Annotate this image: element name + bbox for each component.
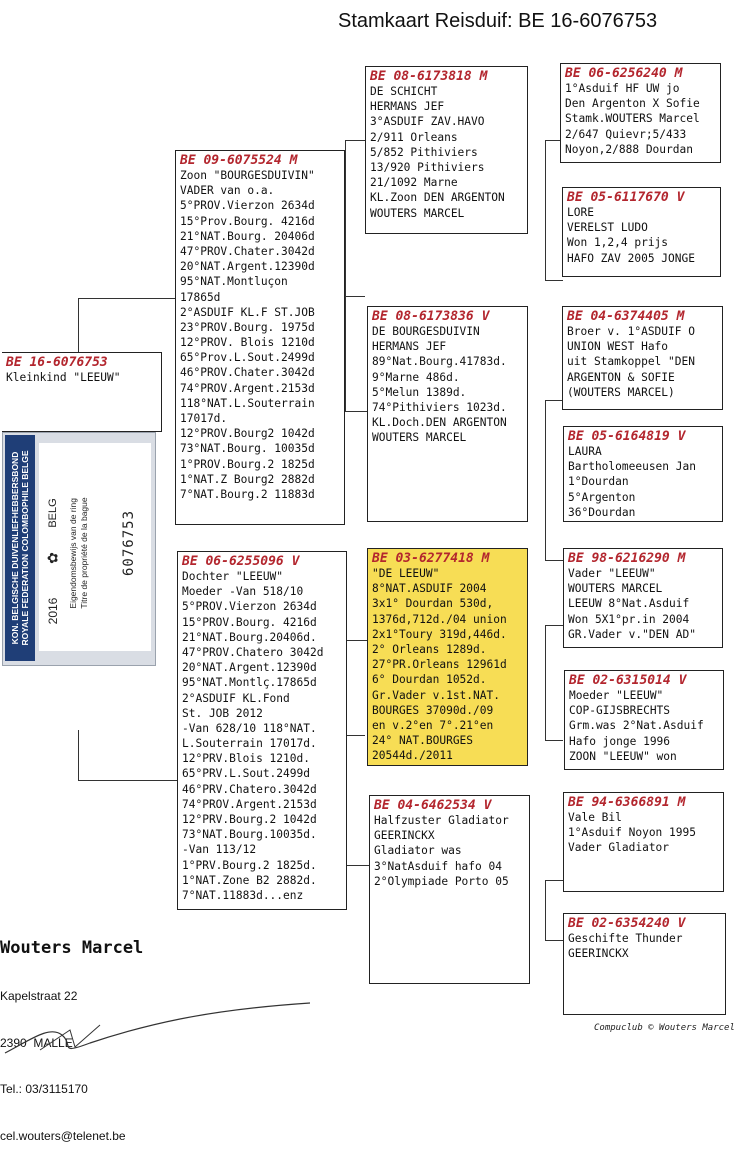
- info-line: 21°NAT.Bourg.20406d.: [182, 630, 317, 644]
- info-line: 1°NAT.Z Bourg2 2882d: [180, 472, 315, 486]
- info-line: WOUTERS MARCEL: [372, 431, 467, 445]
- info-line: 74°PROV.Argent.2153d: [180, 381, 315, 395]
- pigeon-info: [180, 168, 340, 502]
- info-line: VERELST LUDO: [567, 221, 648, 235]
- info-line: HERMANS JEF: [370, 100, 445, 114]
- connector-line: [78, 780, 180, 781]
- ring-number: BE 09-6075524 M: [180, 153, 298, 168]
- info-line: HERMANS JEF: [372, 340, 447, 354]
- info-line: 13/920 Pithiviers: [370, 160, 485, 174]
- info-line: LEEUW 8°Nat.Asduif: [568, 597, 690, 611]
- info-line: Broer v. 1°ASDUIF O: [567, 325, 695, 338]
- info-line: KL.Zoon DEN ARGENTON: [370, 191, 505, 205]
- info-line: 1376d,712d./04 union: [372, 612, 507, 626]
- pigeon-info: [569, 688, 719, 764]
- ring-label-body: [39, 443, 151, 651]
- info-line: Dochter "LEEUW": [182, 570, 284, 583]
- info-line: 3°ASDUIF ZAV.HAVO: [370, 115, 485, 129]
- info-line: St. JOB 2012: [182, 706, 263, 720]
- pigeon-info: [370, 84, 523, 221]
- info-line: Won 1,2,4 prijs: [567, 236, 669, 250]
- pigeon-card-sire-dam[interactable]: [367, 306, 528, 522]
- info-line: Zoon "BOURGESDUIVIN": [180, 169, 315, 182]
- info-line: 20544d./2011: [372, 749, 453, 763]
- ring-number: BE 02-6315014 V: [569, 673, 687, 688]
- connector-line: [545, 560, 563, 561]
- info-line: 36°Dourdan: [568, 505, 636, 519]
- connector-line: [545, 740, 563, 741]
- info-line: GEERINCKX: [568, 947, 629, 961]
- info-line: 118°NAT.L.Souterrain: [180, 396, 315, 410]
- info-line: 1°Dourdan: [568, 475, 629, 489]
- info-line: Hafo jonge 1996: [569, 734, 671, 748]
- ring-number: BE 04-6462534 V: [374, 798, 492, 813]
- info-line: Won 5X1°pr.in 2004: [568, 612, 690, 626]
- connector-line: [545, 400, 546, 560]
- info-line: 17017d.: [180, 412, 228, 425]
- ring-label-sticker: [2, 432, 156, 666]
- info-line: DE SCHICHT: [370, 85, 438, 98]
- info-line: 73°NAT.Bourg. 10035d: [180, 442, 315, 456]
- info-line: 24° NAT.BOURGES: [372, 734, 474, 748]
- pigeon-info: [568, 566, 718, 642]
- info-line: 2°ASDUIF KL.Fond: [182, 691, 290, 705]
- info-line: 5°Argenton: [568, 490, 636, 504]
- info-line: VADER van o.a.: [180, 184, 275, 198]
- pigeon-info: [372, 566, 523, 763]
- ring-label-federation: KON. BELGISCHE DUIVENLIEFHEBBERSBOND ROYALE FEDERATION COLOMBOPHILE BELGE: [10, 450, 30, 646]
- info-line: WOUTERS MARCEL: [370, 206, 465, 220]
- pigeon-card-sds[interactable]: [562, 306, 723, 410]
- info-line: 17865d: [180, 290, 221, 304]
- pigeon-card-dam-dam[interactable]: [369, 795, 530, 984]
- pigeon-card-dam[interactable]: [177, 551, 347, 910]
- pigeon-info: [374, 813, 525, 889]
- ring-number: BE 05-6117670 V: [567, 190, 685, 205]
- pigeon-card-sss[interactable]: [560, 63, 721, 163]
- info-line: DE BOURGESDUIVIN: [372, 325, 480, 338]
- pigeon-info: [182, 569, 342, 903]
- info-line: 8°NAT.ASDUIF 2004: [372, 582, 487, 596]
- connector-line: [545, 880, 563, 881]
- connector-line: [545, 280, 563, 281]
- pigeon-card-sire[interactable]: [175, 150, 345, 525]
- info-line: 89°Nat.Bourg.41783d.: [372, 355, 507, 369]
- ring-number: BE 98-6216290 M: [568, 551, 686, 566]
- info-line: Moeder "LEEUW": [569, 689, 664, 702]
- info-line: -Van 628/10 118°NAT.: [182, 721, 317, 735]
- info-line: 20°NAT.Argent.12390d: [180, 260, 315, 274]
- info-line: 2°ASDUIF KL.F ST.JOB: [180, 305, 315, 319]
- info-line: 1°Asduif Noyon 1995: [568, 826, 696, 840]
- pigeon-card-ddd[interactable]: [563, 913, 726, 1015]
- owner-street: Kapelstraat 22: [0, 989, 78, 1003]
- info-line: 74°Pithiviers 1023d.: [372, 400, 507, 414]
- info-line: ZOON "LEEUW" won: [569, 749, 677, 763]
- footer-credit: Compuclub © Wouters Marcel: [594, 1023, 735, 1033]
- info-line: Vale Bil: [568, 811, 622, 824]
- ring-number: BE 08-6173836 V: [372, 309, 490, 324]
- info-line: Geschifte Thunder: [568, 932, 683, 945]
- owner-city: 2390 MALLE: [0, 1035, 73, 1050]
- connector-line: [345, 411, 369, 412]
- info-line: BOURGES 37090d./09: [372, 703, 494, 717]
- pigeon-info: [565, 81, 716, 157]
- info-line: WOUTERS MARCEL: [568, 582, 663, 596]
- info-line: 74°PROV.Argent.2153d: [182, 797, 317, 811]
- ring-number: BE 03-6277418 M: [372, 551, 490, 566]
- info-line: -Van 113/12: [182, 843, 257, 857]
- info-line: en v.2°en 7°.21°en: [372, 718, 494, 732]
- ring-number: BE 94-6366891 M: [568, 795, 686, 810]
- owner-name: Wouters Marcel: [0, 938, 144, 958]
- pigeon-info: [568, 810, 719, 856]
- info-line: 47°PROV.Chater.3042d: [180, 244, 315, 258]
- info-line: LAURA: [568, 445, 602, 458]
- info-line: 27°PR.Orleans 12961d: [372, 658, 507, 672]
- info-line: 12°PRV.Blois 1210d.: [182, 752, 310, 766]
- pigeon-card-dds[interactable]: [563, 792, 724, 892]
- ring-number: BE 06-6256240 M: [565, 66, 683, 81]
- info-line: Bartholomeeusen Jan: [568, 460, 696, 474]
- info-line: 95°NAT.Montlç.17865d: [182, 676, 317, 690]
- info-line: GEERINCKX: [374, 829, 435, 843]
- info-line: Vader "LEEUW": [568, 567, 656, 580]
- ring-number: BE 08-6173818 M: [370, 69, 488, 84]
- info-line: 15°Prov.Bourg. 4216d: [180, 214, 315, 228]
- connector-line: [345, 735, 365, 736]
- info-line: 1°Asduif HF UW jo: [565, 82, 680, 95]
- pigeon-card-ssd[interactable]: [562, 187, 721, 277]
- info-line: 6° Dourdan 1052d.: [372, 673, 487, 687]
- info-line: Stamk.WOUTERS Marcel: [565, 112, 700, 126]
- ring-number: BE 02-6354240 V: [568, 916, 686, 931]
- info-line: Moeder -Van 518/10: [182, 585, 304, 599]
- ring-label-federation-strip: [5, 435, 35, 661]
- pigeon-card-dam-sire[interactable]: [367, 548, 528, 766]
- info-line: COP-GIJSBRECHTS: [569, 704, 671, 718]
- info-line: 2x1°Toury 319d,446d.: [372, 627, 507, 641]
- info-line: 65°PRV.L.Sout.2499d: [182, 767, 310, 781]
- info-line: Gladiator was: [374, 844, 462, 858]
- info-line: 20°NAT.Argent.12390d: [182, 661, 317, 675]
- info-line: 73°NAT.Bourg.10035d.: [182, 828, 317, 842]
- info-line: 1°PRV.Bourg.2 1825d.: [182, 858, 317, 872]
- info-line: Vader Gladiator: [568, 841, 670, 855]
- info-line: 2°Olympiade Porto 05: [374, 874, 509, 888]
- ring-number: BE 06-6255096 V: [182, 554, 300, 569]
- ring-label-ownership: Eigendomsbewijs van de ring Titre de propriété de la bague: [68, 497, 89, 609]
- info-line: 15°PROV.Bourg. 4216d: [182, 615, 317, 629]
- pigeon-info: [567, 205, 716, 266]
- connector-line: [345, 865, 369, 866]
- ring-number: BE 04-6374405 M: [567, 309, 685, 324]
- connector-line: [545, 140, 546, 280]
- info-line: 5/852 Pithiviers: [370, 145, 478, 159]
- pigeon-card-sire-sire[interactable]: [365, 66, 528, 234]
- info-line: 12°PROV. Blois 1210d: [180, 336, 315, 350]
- info-line: Gr.Vader v.1st.NAT.: [372, 688, 500, 702]
- info-line: 9°Marne 486d.: [372, 370, 460, 384]
- info-line: 7°NAT.Bourg.2 11883d: [180, 487, 315, 501]
- info-line: 65°Prov.L.Sout.2499d: [180, 351, 315, 365]
- info-line: Noyon,2/888 Dourdan: [565, 142, 693, 156]
- info-line: 46°PRV.Chatero.3042d: [182, 782, 317, 796]
- ring-label-emblem-icon: ✿: [44, 552, 61, 564]
- info-line: 12°PROV.Bourg2 1042d: [180, 427, 315, 441]
- connector-line: [345, 296, 365, 297]
- pigeon-info: [372, 324, 523, 446]
- info-line: 2/911 Orleans: [370, 130, 458, 144]
- info-line: 7°NAT.11883d...enz: [182, 888, 304, 902]
- ring-number: BE 16-6076753: [6, 355, 108, 370]
- info-line: Den Argenton X Sofie: [565, 97, 700, 111]
- owner-email: cel.wouters@telenet.be: [0, 1128, 126, 1143]
- connector-line: [345, 296, 346, 411]
- info-line: Halfzuster Gladiator: [374, 814, 509, 827]
- info-line: 46°PROV.Chater.3042d: [180, 366, 315, 380]
- pigeon-info: [568, 444, 718, 520]
- ring-label-number: 6076753: [121, 509, 137, 577]
- pigeon-info: [567, 324, 718, 400]
- connector-line: [545, 625, 563, 626]
- info-line: L.Souterrain 17017d.: [182, 737, 317, 751]
- info-line: Grm.was 2°Nat.Asduif: [569, 719, 704, 733]
- info-line: 3x1° Dourdan 530d,: [372, 597, 494, 611]
- info-line: 1°PROV.Bourg.2 1825d: [180, 457, 315, 471]
- connector-line: [78, 298, 180, 299]
- ring-number: BE 05-6164819 V: [568, 429, 686, 444]
- info-line: uit Stamkoppel "DEN: [567, 355, 695, 369]
- info-line: 3°NatAsduif hafo 04: [374, 859, 502, 873]
- info-line: ARGENTON & SOFIE: [567, 370, 675, 384]
- info-line: 2/647 Quievr;5/433: [565, 127, 687, 141]
- info-line: Kleinkind "LEEUW": [6, 371, 121, 384]
- info-line: 5°PROV.Vierzon 2634d: [180, 199, 315, 213]
- info-line: LORE: [567, 206, 594, 219]
- pigeon-info: [6, 370, 157, 385]
- pigeon-info: [568, 931, 721, 961]
- connector-line: [545, 940, 563, 941]
- connector-line: [345, 640, 369, 641]
- owner-phone: Tel.: 03/3115170: [0, 1082, 88, 1096]
- info-line: 5°Melun 1389d.: [372, 385, 467, 399]
- info-line: 5°PROV.Vierzon 2634d: [182, 600, 317, 614]
- connector-line: [545, 400, 563, 401]
- info-line: GR.Vader v."DEN AD": [568, 627, 696, 641]
- pigeon-card-sdd[interactable]: [563, 426, 723, 522]
- info-line: (WOUTERS MARCEL): [567, 385, 675, 399]
- info-line: 2° Orleans 1289d.: [372, 642, 487, 656]
- pigeon-card-dss[interactable]: [563, 548, 723, 648]
- pigeon-card-dsd[interactable]: [564, 670, 724, 770]
- ring-label-country: BELG: [47, 498, 59, 528]
- info-line: "DE LEEUW": [372, 567, 440, 580]
- info-line: 21/1092 Marne: [370, 176, 458, 190]
- connector-line: [345, 140, 346, 296]
- signature-scribble: [0, 995, 320, 1060]
- connector-line: [78, 298, 79, 358]
- connector-line: [78, 730, 79, 780]
- info-line: 47°PROV.Chatero 3042d: [182, 645, 324, 659]
- info-line: HAFO ZAV 2005 JONGE: [567, 251, 695, 265]
- info-line: 21°NAT.Bourg. 20406d: [180, 229, 315, 243]
- info-line: 23°PROV.Bourg. 1975d: [180, 320, 315, 334]
- info-line: 1°NAT.Zone B2 2882d.: [182, 873, 317, 887]
- info-line: 95°NAT.Montluçon: [180, 275, 288, 289]
- pigeon-card-subject[interactable]: [2, 352, 162, 432]
- info-line: KL.Doch.DEN ARGENTON: [372, 416, 507, 430]
- connector-line: [545, 625, 546, 740]
- info-line: UNION WEST Hafo: [567, 340, 669, 354]
- ring-label-year: 2016: [46, 597, 60, 625]
- connector-line: [545, 880, 546, 940]
- info-line: 12°PRV.Bourg.2 1042d: [182, 813, 317, 826]
- page-title: Stamkaart Reisduif: BE 16-6076753: [338, 10, 658, 32]
